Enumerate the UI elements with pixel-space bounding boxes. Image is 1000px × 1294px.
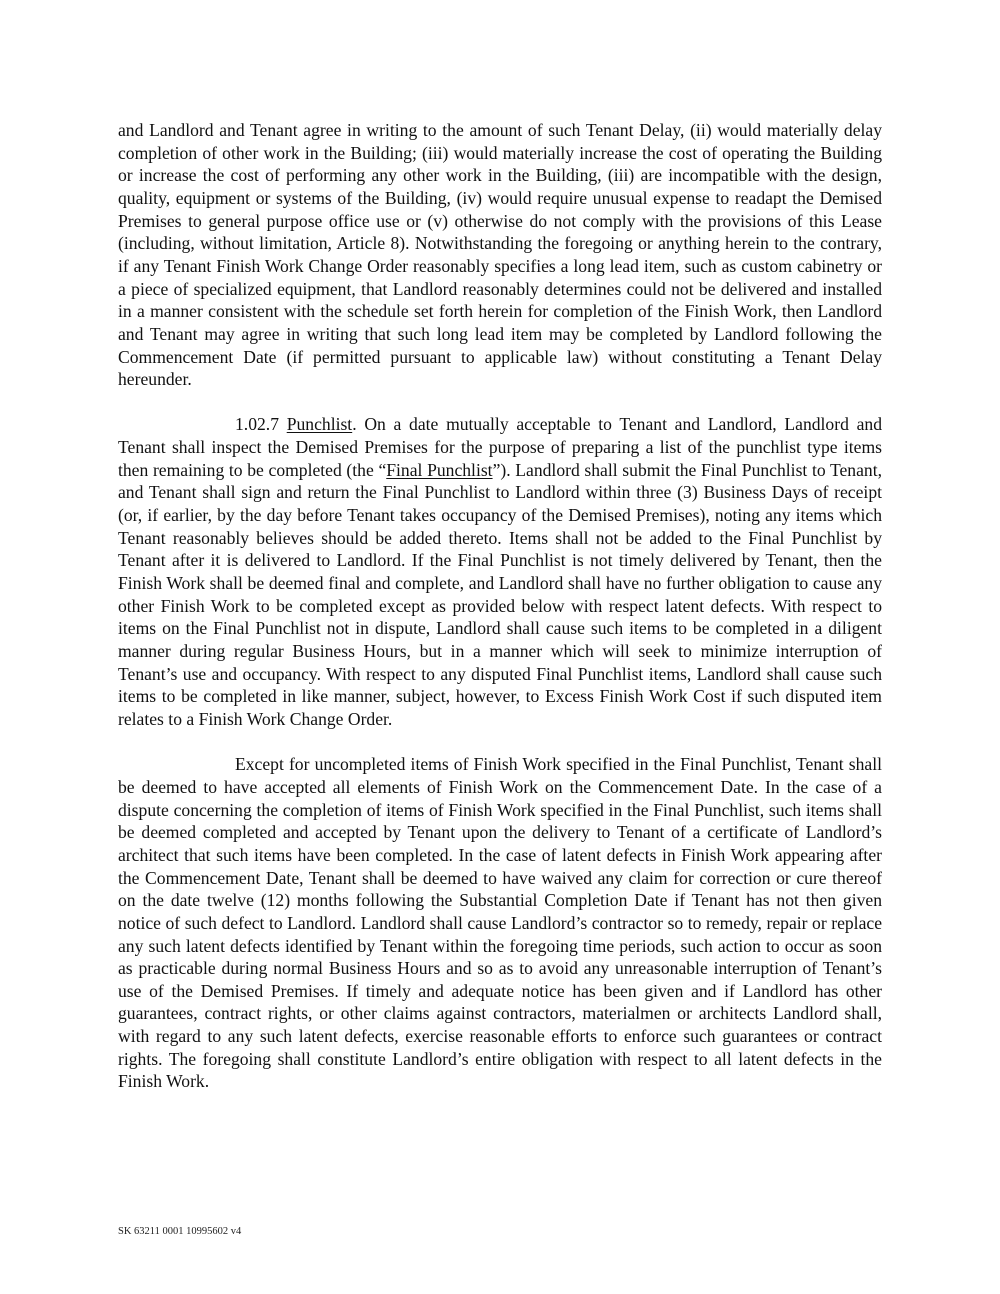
paragraph-latent-defects: Except for uncompleted items of Finish Work specified in the Final Punchlist, Tenant shall be deemed to have accepted all elements of Finish Work on the Commencement Date. In the case of a dispute concerning the completion of items of Finish Work specified in the Final Punchlist, such items shall be deemed completed and accepted by Tenant upon the delivery to Tenant of a certificate of Landlord’s architect that such items have been completed. In the case of latent defects in Finish Work appearing after the Commencement Date, Tenant shall be deemed to have waived any claim for correction or cure thereof on the date twelve (12) months following the Substantial Completion Date if Tenant has not then given notice of such defect to Landlord. Landlord shall cause Landlord’s contractor so to remedy, repair or replace any such latent defects identified by Tenant within the foregoing time periods, such action to occur as soon as practicable during normal Business Hours and so as to avoid any unreasonable interruption of Tenant’s use of the Demised Premises. If timely and adequate notice has been given and if Landlord has other guarantees, contract rights, or other claims against contractors, materialmen or architects Landlord shall, with regard to any such latent defects, exercise reasonable efforts to enforce such guarantees or contract rights. The foregoing shall constitute Landlord’s entire obligation with respect to all latent defects in the Finish Work. [118, 754, 882, 1092]
defined-term-final-punchlist: Final Punchlist [386, 459, 493, 480]
section-heading-punchlist: Punchlist [286, 414, 353, 435]
footer-document-id: SK 63211 0001 10995602 v4 [118, 1226, 242, 1237]
punchlist-text-part-2: ”). Landlord shall submit the Final Punchlist to Tenant, and Tenant shall sign and return the Final Punchlist to Landlord within three (3) Business Days of receipt (or, if earlier, by the day before Tenant takes occupancy of the Demised Premises), noting any items which Tenant reasonably believes should be added thereto. Items shall not be added to the Final Punchlist by Tenant after it is delivered to Landlord. If the Final Punchlist is not timely delivered by Tenant, then the Finish Work shall be deemed final and complete, and Landlord shall have no further obligation to cause any other Finish Work to be completed except as provided below with respect latent defects. With respect to items on the Final Punchlist not in dispute, Landlord shall cause such items to be completed in a diligent manner during regular Business Hours, but in a manner which will seek to minimize interruption of Tenant’s use and occupancy. With respect to any disputed Final Punchlist items, Landlord shall cause such items to be completed in like manner, subject, however, to Excess Finish Work Cost if such disputed item relates to a Finish Work Change Order. [118, 459, 882, 729]
document-body [118, 119, 882, 1093]
punchlist-text-part-1: . On a date mutually acceptable to Tenant and Landlord, Landlord and Tenant shall inspect the Demised Premises for the purpose of preparing a list of the punchlist type items then remaining to be completed (the “ [118, 414, 882, 480]
paragraph-punchlist [118, 413, 882, 730]
paragraph-tenant-delay-continuation: and Landlord and Tenant agree in writing to the amount of such Tenant Delay, (ii) would materially delay completion of other work in the Building; (iii) would materially increase the cost of operating the Building or increase the cost of performing any other work in the Building, (iii) are incompatible with the design, quality, equipment or systems of the Building, (iv) would require unusual expense to readapt the Demised Premises to general purpose office use or (v) otherwise do not comply with the provisions of this Lease (including, without limitation, Article 8). Notwithstanding the foregoing or anything herein to the contrary, if any Tenant Finish Work Change Order reasonably specifies a long lead item, such as custom cabinetry or a piece of specialized equipment, that Landlord reasonably determines could not be delivered and installed in a manner consistent with the schedule set forth herein for completion of the Finish Work, then Landlord and Tenant may agree in writing that such long lead item may be completed by Landlord following the Commencement Date (if permitted pursuant to applicable law) without constituting a Tenant Delay hereunder. [118, 120, 882, 390]
section-number: 1.02.7 [235, 414, 279, 435]
